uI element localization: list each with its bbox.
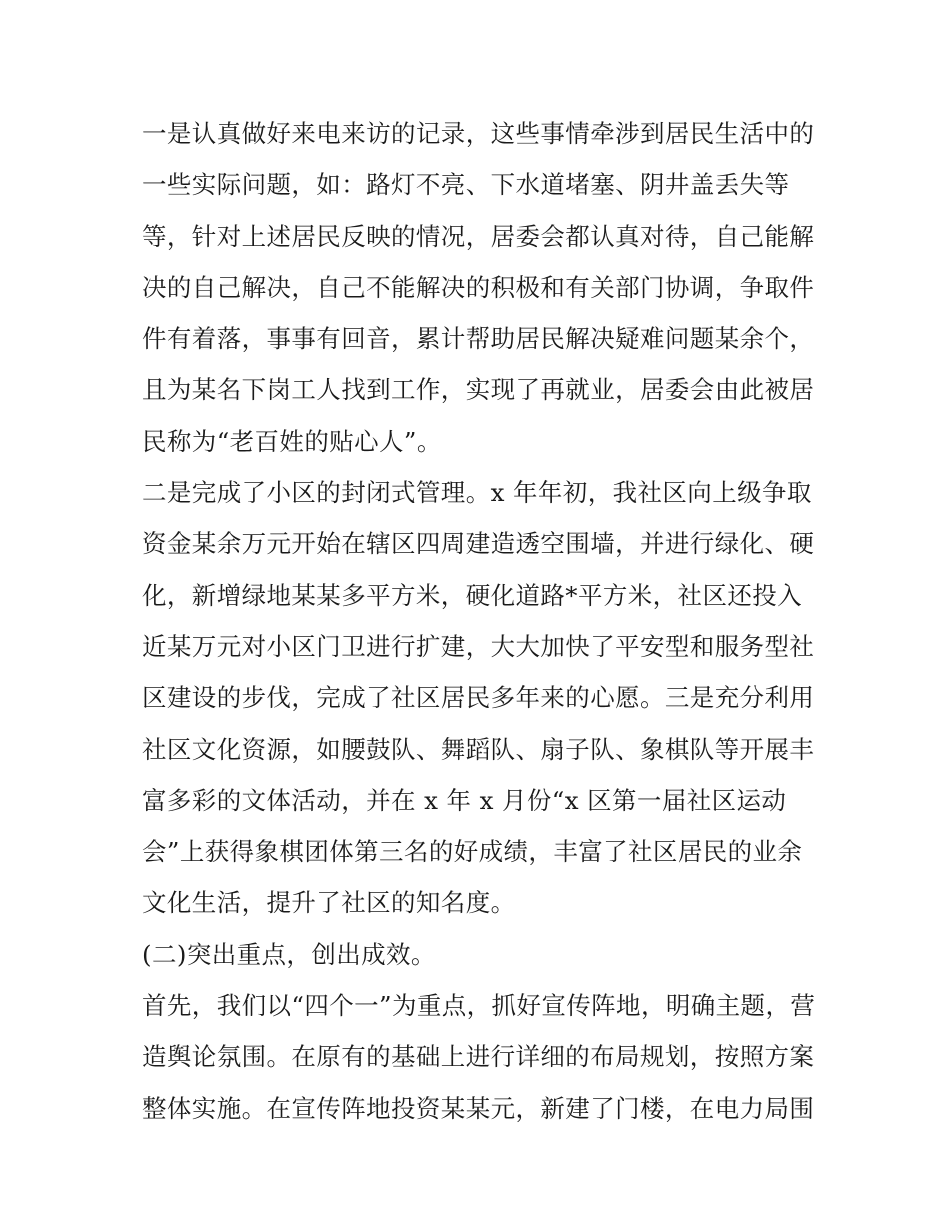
text-line: 决的自己解决，自己不能解决的积极和有关部门协调，争取件 [142,272,815,302]
text-line: 件有着落，事事有回音，累计帮助居民解决疑难问题某余个， [142,324,815,354]
text-line: 一些实际问题，如：路灯不亮、下水道堵塞、阴井盖丢失等 [142,170,790,200]
text-line: 资金某余万元开始在辖区四周建造透空围墙，并进行绿化、硬 [142,529,815,559]
text-line: 造舆论氛围。在原有的基础上进行详细的布局规划，按照方案 [142,1042,815,1072]
text-line: 一是认真做好来电来访的记录，这些事情牵涉到居民生活中的 [142,119,815,148]
text-line: 区建设的步伐，完成了社区居民多年来的心愿。三是充分利用 [142,683,815,713]
text-line: 文化生活，提升了社区的知名度。 [142,888,516,918]
body-text [142,108,842,1134]
text-line: 社区文化资源，如腰鼓队、舞蹈队、扇子队、象棋队等开展丰 [142,734,815,764]
text-line: 整体实施。在宣传阵地投资某某元，新建了门楼，在电力局围 [142,1093,815,1123]
text-line: 且为某名下岗工人找到工作，实现了再就业，居委会由此被居 [142,375,815,405]
text-line: 会”上获得象棋团体第三名的好成绩，丰富了社区居民的业余 [142,837,803,867]
text-line: 民称为“老百姓的贴心人”。 [142,426,442,456]
text-line: 富多彩的文体活动，并在 x 年 x 月份“x 区第一届社区运动 [142,785,787,815]
text-line: 化，新增绿地某某多平方米，硬化道路*平方米，社区还投入 [142,580,803,610]
text-line: 首先，我们以“四个一”为重点，抓好宣传阵地，明确主题，营 [142,991,816,1021]
text-line: 二是完成了小区的封闭式管理。x 年年初，我社区向上级争取 [142,478,812,508]
text-line: 近某万元对小区门卫进行扩建，大大加快了平安型和服务型社 [142,631,815,661]
text-line: 等，针对上述居民反映的情况，居委会都认真对待，自己能解 [142,221,815,251]
section-heading: (二)突出重点，创出成效。 [142,939,436,969]
